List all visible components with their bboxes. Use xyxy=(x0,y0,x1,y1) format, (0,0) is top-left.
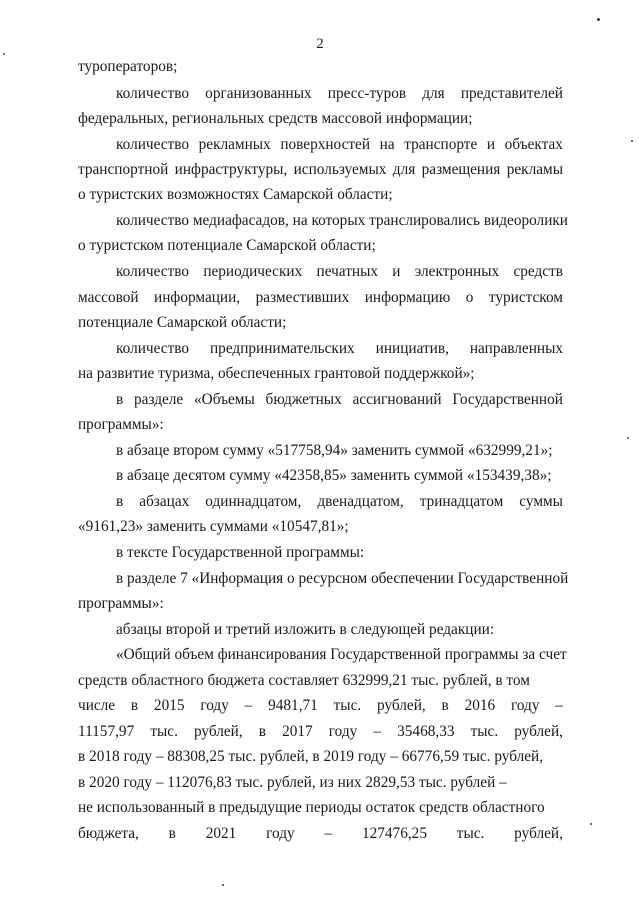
word: рублей, xyxy=(514,825,563,842)
word: одиннадцатом, xyxy=(205,493,302,510)
text-line xyxy=(78,722,563,742)
word: используемых xyxy=(293,161,387,178)
word: в xyxy=(116,493,124,510)
text-line xyxy=(78,696,563,716)
text-line: программы»: xyxy=(78,595,164,612)
word: бюджета, xyxy=(78,825,139,842)
word: объектах xyxy=(504,136,563,153)
word: в xyxy=(258,723,267,740)
word: инфраструктуры, xyxy=(174,161,288,178)
word: Государственной xyxy=(452,391,563,408)
word: информации, xyxy=(154,289,241,306)
word: двенадцатом, xyxy=(317,493,404,510)
word: 11157,97 xyxy=(78,723,135,740)
word: – xyxy=(373,723,382,740)
word: – xyxy=(244,697,253,714)
word: тыс. xyxy=(150,723,178,740)
text-line xyxy=(116,262,563,282)
scan-speck xyxy=(627,437,629,439)
word: в xyxy=(130,697,139,714)
word: размещения xyxy=(421,161,501,178)
word: разделе xyxy=(134,391,184,408)
word: году xyxy=(200,697,229,714)
word: туристском xyxy=(488,289,563,306)
text-line xyxy=(116,135,563,155)
text-line: в 2018 году – 88308,25 тыс. рублей, в 2019 году – 66776,59 тыс. рублей, xyxy=(78,748,544,765)
text-line xyxy=(116,339,563,359)
text-line: о туристских возможностях Самарской области; xyxy=(78,186,393,203)
word: пресс-туров xyxy=(327,85,407,102)
word: количество xyxy=(116,340,190,357)
text-line xyxy=(78,824,563,844)
text-line: абзацы второй и третий изложить в следующей редакции: xyxy=(116,621,495,638)
text-line: «Общий объем финансирования Государственной программы за счет xyxy=(116,646,567,663)
text-line: в 2020 году – 112076,83 тыс. рублей, из них 2829,53 тыс. рублей – xyxy=(78,774,507,791)
word: разместивших xyxy=(255,289,350,306)
word: информацию xyxy=(364,289,451,306)
scan-speck xyxy=(222,884,224,886)
scan-speck xyxy=(597,18,600,21)
word: для xyxy=(422,85,445,102)
word: тыс. xyxy=(470,723,499,740)
scan-speck xyxy=(631,140,633,142)
word: и xyxy=(392,263,401,280)
word: в xyxy=(116,391,124,408)
word: транспорте xyxy=(404,136,478,153)
word: ассигнований xyxy=(352,391,442,408)
scan-speck xyxy=(3,53,5,55)
word: 2016 xyxy=(464,697,496,714)
word: рублей, xyxy=(377,697,426,714)
text-line: в тексте Государственной программы: xyxy=(116,544,365,561)
word: «Объемы xyxy=(194,391,255,408)
text-line: программы»: xyxy=(78,416,164,433)
word: в xyxy=(168,825,176,842)
word: транспортной xyxy=(78,161,169,178)
word: организованных xyxy=(205,85,312,102)
word: числе xyxy=(78,697,116,714)
word: в xyxy=(441,697,449,714)
word: суммы xyxy=(519,493,563,510)
word: количество xyxy=(116,263,190,280)
text-line xyxy=(116,390,563,410)
text-line: в абзаце втором сумму «517758,94» заменить суммой «632999,21»; xyxy=(116,442,553,459)
text-line: федеральных, региональных средств массовой информации; xyxy=(78,110,473,127)
word: представителей xyxy=(460,85,563,102)
word: тыс. xyxy=(333,697,362,714)
word: рекламных xyxy=(198,136,271,153)
text-line: о туристском потенциале Самарской области; xyxy=(78,237,376,254)
word: средств xyxy=(513,263,563,280)
text-line: не использованный в предыдущие периоды остаток средств областного xyxy=(78,799,545,816)
word: 2015 xyxy=(153,697,185,714)
word: рекламы xyxy=(506,161,563,178)
text-line: потенциале Самарской области; xyxy=(78,314,287,331)
page-number: 2 xyxy=(316,36,324,52)
word: году xyxy=(510,697,540,714)
text-line: в абзаце десятом сумму «42358,85» заменить суммой «153439,38»; xyxy=(116,467,552,484)
text-line xyxy=(116,492,563,512)
word: – xyxy=(324,825,333,842)
word: 127476,25 xyxy=(361,825,427,842)
text-line: «9161,23» заменить суммами «10547,81»; xyxy=(78,518,349,535)
word: для xyxy=(392,161,416,178)
word: направленных xyxy=(469,340,563,357)
word: году xyxy=(266,825,295,842)
word: и xyxy=(486,136,496,153)
word: году xyxy=(328,723,358,740)
word: инициатив, xyxy=(375,340,449,357)
word: 9481,71 xyxy=(268,697,318,714)
text-line xyxy=(116,84,563,104)
word: – xyxy=(555,697,563,714)
word: массовой xyxy=(78,289,139,306)
word: рублей, xyxy=(514,723,563,740)
text-line xyxy=(78,288,563,308)
word: бюджетных xyxy=(265,391,342,408)
word: печатных xyxy=(316,263,378,280)
word: 35468,33 xyxy=(397,723,455,740)
text-line: на развитие туризма, обеспеченных грантовой поддержкой»; xyxy=(78,365,475,382)
word: 2021 xyxy=(205,825,237,842)
word: на xyxy=(379,136,395,153)
word: поверхностей xyxy=(280,136,371,153)
word: предпринимательских xyxy=(209,340,355,357)
word: тринадцатом xyxy=(419,493,504,510)
word: количество xyxy=(116,85,190,102)
word: о xyxy=(465,289,474,306)
word: количество xyxy=(116,136,190,153)
word: периодических xyxy=(203,263,303,280)
text-line xyxy=(78,160,563,180)
word: электронных xyxy=(414,263,500,280)
text-line: туроператоров; xyxy=(78,58,178,75)
word: абзацах xyxy=(139,493,190,510)
word: рублей, xyxy=(193,723,243,740)
text-line: количество медиафасадов, на которых транслировались видеоролики xyxy=(116,212,568,229)
text-line: средств областного бюджета составляет 632999,21 тыс. рублей, в том xyxy=(78,672,530,689)
scan-speck xyxy=(590,823,592,825)
word: тыс. xyxy=(456,825,485,842)
text-line: в разделе 7 «Информация о ресурсном обеспечении Государственной xyxy=(116,570,569,587)
word: 2017 xyxy=(282,723,313,740)
